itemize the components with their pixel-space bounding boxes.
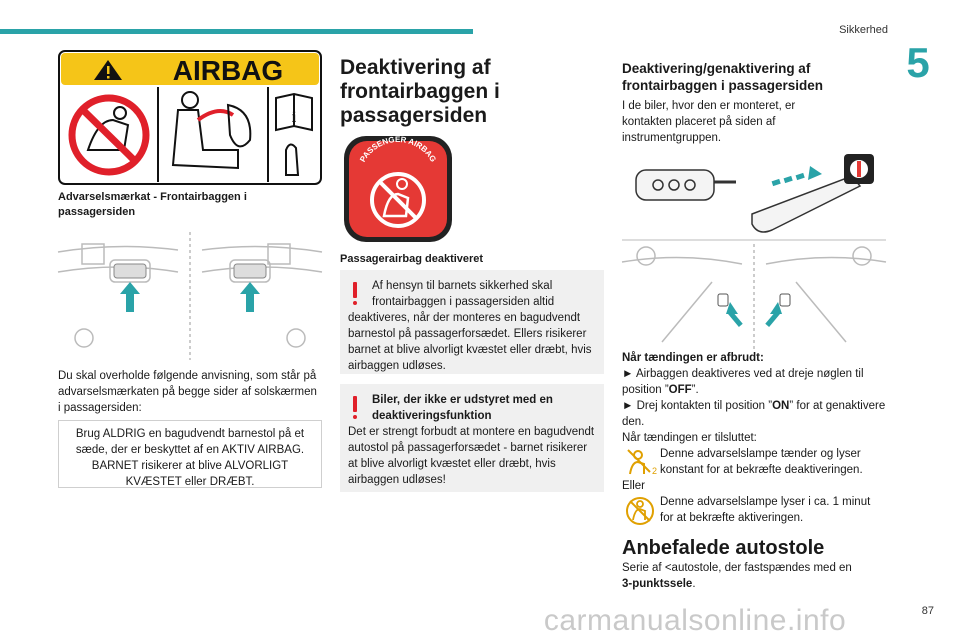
- recommended-seats-title: Anbefalede autostole: [622, 537, 825, 559]
- watermark: carmanualsonline.info: [543, 604, 847, 637]
- step-reactivate: ► Drej kontakten til position ”ON” for at genaktivere den.: [622, 400, 886, 428]
- indicator-text: PASSENGER AIRBAG: [358, 134, 438, 164]
- warning-exclamation-icon: [352, 282, 358, 306]
- chapter-number: 5: [906, 39, 930, 86]
- switch-intro: I de biler, hvor den er monteret, er kontakten placeret på siden af instrumentgruppen.: [622, 100, 796, 144]
- airbag-warning-label-figure: [58, 50, 322, 185]
- sun-visor-figure: [58, 232, 322, 360]
- deactivation-title: Deaktivering af frontairbaggen i passagersiden: [340, 56, 500, 127]
- indicator-caption: Passagerairbag deaktiveret: [340, 253, 484, 265]
- warning1-rest: deaktiveres, når der monteres en bagudvendt barnestol på passagerforsædet. Ellers risikerer barnet at blive alvorligt kvæstet eller dræbt, hvis airbaggen udløses.: [348, 312, 592, 372]
- recommended-seats-text: Serie af <autostole, der fastspændes med en 3-punktssele.: [622, 562, 852, 590]
- lamp1-text: Denne advarselslampe tænder og lyser konstant for at bekræfte deaktiveringen.: [660, 448, 863, 476]
- svg-text:2: 2: [652, 466, 658, 476]
- switch-title: Deaktivering/genaktivering af frontairbaggen i passagersiden: [622, 61, 824, 93]
- ignition-on-title: Når tændingen er tilsluttet:: [622, 432, 757, 444]
- svg-text:i: i: [291, 109, 297, 126]
- airbag-off-lamp-icon: [624, 448, 656, 476]
- warning2-title: Biler, der ikke er udstyret med en deaktiveringsfunktion: [372, 394, 553, 422]
- airbag-label-word: AIRBAG: [172, 55, 284, 86]
- no-rear-facing-seat-icon: [72, 98, 146, 172]
- warning-box-child-safety: [340, 270, 604, 374]
- sun-visor-instruction: Du skal overholde følgende anvisning, som står på advarselsmærkaten på begge sider af solskærmen i passagersiden:: [58, 370, 317, 414]
- or-text: Eller: [622, 480, 646, 492]
- airbag-on-lamp-icon: [624, 496, 656, 526]
- never-rear-facing-notice: Brug ALDRIG en bagudvendt barnestol på et sæde, der er beskyttet af en AKTIV AIRBAG. BARNET risikerer at blive ALVORLIGT KVÆSTET eller DRÆBT.: [58, 420, 322, 488]
- passenger-airbag-off-indicator-figure: [342, 134, 454, 244]
- warning-exclamation-icon: [352, 396, 358, 420]
- warning1-first: Af hensyn til barnets sikkerhed skal frontairbaggen i passagersiden altid: [372, 280, 555, 308]
- warning-box-no-deactivation: [340, 384, 604, 492]
- step-deactivate: ► Airbaggen deaktiveres ved at dreje nøglen til position ”OFF”.: [622, 368, 864, 396]
- ignition-off-title: Når tændingen er afbrudt:: [622, 352, 764, 364]
- section-name: Sikkerhed: [839, 24, 888, 36]
- lamp2-text: Denne advarselslampe lyser i ca. 1 minut for at bekræfte aktiveringen.: [660, 496, 871, 524]
- airbag-label-caption: Advarselsmærkat - Frontairbaggen i passagersiden: [58, 191, 247, 218]
- key-switch-figure: [622, 152, 886, 350]
- warning2-rest: Det er strengt forbudt at montere en bagudvendt autostol på passagerforsædet - barnet risikerer at blive alvorligt kvæstet eller dræbt, hvis airbaggen udløses!: [348, 426, 595, 486]
- key-icon: [636, 170, 736, 200]
- header-accent-bar: [0, 29, 473, 34]
- page-number: 87: [921, 605, 934, 617]
